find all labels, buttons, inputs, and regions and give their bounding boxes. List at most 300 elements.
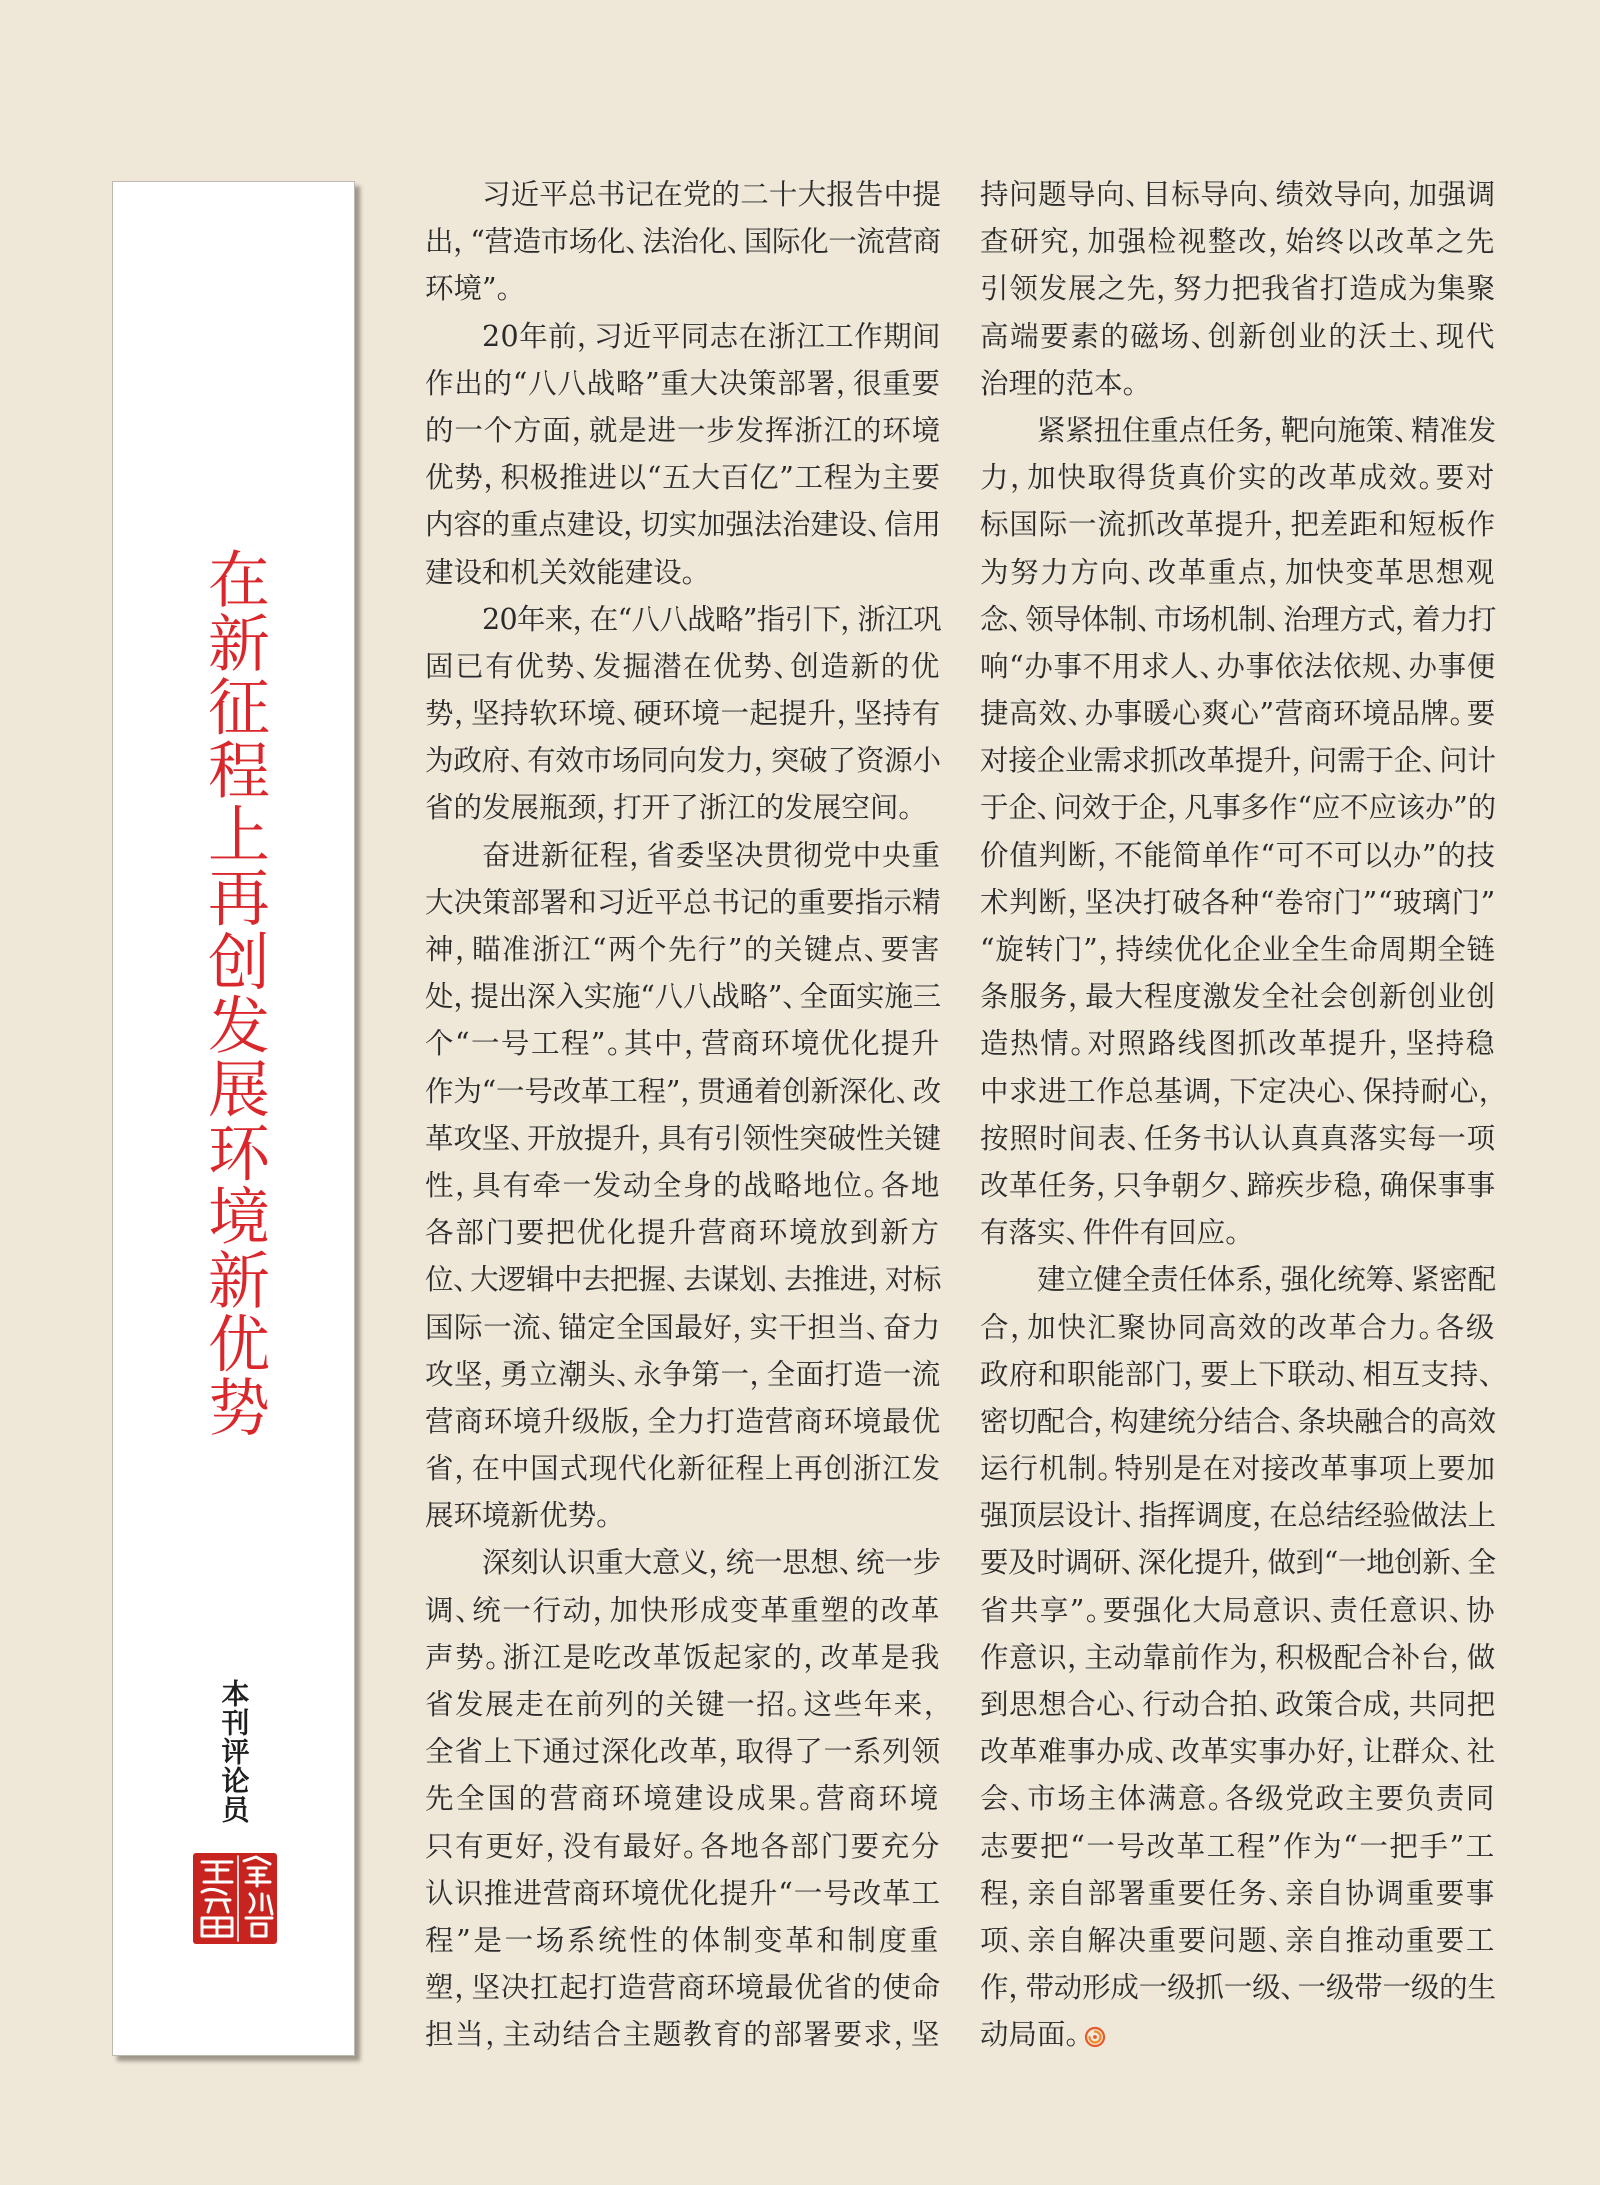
text-line bbox=[425, 1068, 941, 1115]
punctuation: 。 bbox=[496, 272, 514, 306]
text-line-content: 展环境新优势。 bbox=[425, 1499, 614, 1533]
text-line-content: 调、统一行动，加快形成变革重塑的改革 bbox=[425, 1593, 941, 1627]
text-line bbox=[425, 1304, 941, 1351]
punctuation: 。 bbox=[863, 1168, 881, 1202]
text-line bbox=[425, 218, 941, 265]
punctuation: 、 bbox=[1449, 1735, 1467, 1769]
punctuation: ， bbox=[1166, 791, 1185, 825]
text-line-content: 位、大逻辑中去把握、去谋划、去推进，对标 bbox=[425, 1263, 941, 1297]
text-line-content: 捷高效、办事暖心爽心”营商环境品牌。要 bbox=[980, 697, 1496, 731]
text-line-content: 为努力方向、改革重点，加快变革思想观 bbox=[980, 555, 1496, 589]
text-line-content: 革攻坚、开放提升，具有引领性突破性关键 bbox=[425, 1121, 941, 1155]
text-line bbox=[980, 596, 1496, 643]
punctuation: ， bbox=[1263, 413, 1281, 447]
punctuation: ， bbox=[1010, 1876, 1028, 1910]
text-line bbox=[425, 1539, 941, 1586]
text-line-content: 大决策部署和习近平总书记的重要指示精 bbox=[425, 885, 941, 919]
text-line bbox=[425, 973, 941, 1020]
punctuation: ， bbox=[1258, 1640, 1276, 1674]
text-line bbox=[980, 1587, 1496, 1634]
punctuation: 、 bbox=[1120, 1546, 1138, 1580]
punctuation: 、 bbox=[452, 1263, 471, 1297]
text-line bbox=[980, 218, 1496, 265]
text-line-content: 20年来，在“八八战略”指引下，浙江巩 bbox=[482, 602, 941, 636]
text-line-content: 查研究，加强检视整改，始终以改革之先 bbox=[980, 225, 1496, 259]
text-line-content: 奋进新征程，省委坚决贯彻党中央重 bbox=[482, 838, 941, 872]
text-line-content: 塑，坚决扛起打造营商环境最优省的使命 bbox=[425, 1971, 941, 2005]
punctuation: ， bbox=[453, 225, 471, 259]
text-line-content: 标国际一流抓改革提升，把差距和短板作 bbox=[980, 508, 1496, 542]
text-line-content: 省的发展瓶颈，打开了浙江的发展空间。 bbox=[425, 791, 916, 825]
punctuation: 、 bbox=[1345, 1074, 1363, 1108]
punctuation: ， bbox=[592, 1593, 610, 1627]
text-line bbox=[980, 643, 1496, 690]
text-line bbox=[425, 832, 941, 879]
text-line-content: 改革难事办成、改革实事办好，让群众、社 bbox=[980, 1735, 1496, 1769]
end-mark-icon bbox=[1084, 2015, 1106, 2037]
punctuation: ， bbox=[1345, 1735, 1363, 1769]
punctuation: 、 bbox=[1258, 1688, 1276, 1721]
punctuation: 、 bbox=[1010, 1923, 1028, 1957]
text-line-content: 密切配合，构建统分结合、条块融合的高效 bbox=[980, 1404, 1496, 1438]
punctuation: 、 bbox=[1391, 649, 1409, 683]
punctuation: ， bbox=[1067, 885, 1085, 919]
text-line-content: 对接企业需求抓改革提升，问需于企、问计 bbox=[980, 744, 1496, 778]
text-line-content: 国际一流、锚定全国最好，实干担当、奋力 bbox=[425, 1310, 941, 1344]
punctuation: 。 bbox=[1122, 366, 1140, 400]
text-line-content: 术判断，坚决打破各种“卷帘门”“玻璃门” bbox=[980, 885, 1496, 919]
text-line-content: 项、亲自解决重要问题、亲自推动重要工 bbox=[980, 1923, 1496, 1957]
punctuation: 、 bbox=[1121, 1499, 1139, 1533]
text-line-content: 先全国的营商环境建设成果。营商环境 bbox=[425, 1782, 941, 1816]
text-line-content: 固已有优势、发掘潜在优势、创造新的优 bbox=[425, 649, 941, 683]
text-line bbox=[980, 1870, 1496, 1917]
punctuation: ， bbox=[1068, 980, 1086, 1014]
punctuation: ， bbox=[1252, 1499, 1270, 1533]
text-line-content: 合，加快汇聚协同高效的改革合力。各级 bbox=[980, 1310, 1496, 1344]
text-line-content: 到思想合心、行动合拍、政策合成，共同把 bbox=[980, 1688, 1496, 1721]
text-line bbox=[980, 1634, 1496, 1681]
punctuation: ， bbox=[454, 1971, 472, 2005]
text-line bbox=[980, 2011, 1496, 2058]
punctuation: ， bbox=[1362, 1168, 1380, 1202]
punctuation: ， bbox=[718, 1735, 736, 1769]
punctuation: ， bbox=[1010, 1310, 1028, 1344]
punctuation: ， bbox=[1268, 225, 1286, 259]
text-line-content: 内容的重点建设，切实加强法治建设、信用 bbox=[425, 508, 941, 542]
punctuation: 。 bbox=[1418, 461, 1436, 495]
text-line-content: 程”是一场系统性的体制变革和制度重 bbox=[425, 1923, 941, 1957]
column-left bbox=[425, 171, 941, 2059]
punctuation: ， bbox=[749, 1357, 767, 1391]
text-line bbox=[425, 1398, 941, 1445]
text-line-content: 建设和机关效能建设。 bbox=[425, 555, 699, 589]
punctuation: 。 bbox=[1207, 1782, 1225, 1816]
text-line-content: 要及时调研、深化提升，做到“一地创新、全 bbox=[980, 1546, 1496, 1580]
punctuation: 、 bbox=[1136, 602, 1155, 636]
punctuation: ， bbox=[572, 602, 590, 636]
text-line bbox=[425, 1209, 941, 1256]
punctuation: 、 bbox=[1345, 1357, 1363, 1391]
punctuation: ， bbox=[483, 1357, 501, 1391]
punctuation: 、 bbox=[766, 1263, 784, 1297]
punctuation: ， bbox=[1391, 1688, 1409, 1721]
punctuation: ， bbox=[455, 1168, 473, 1202]
punctuation: 。 bbox=[681, 555, 699, 589]
punctuation: 、 bbox=[616, 697, 634, 731]
text-line-content: 价值判断，不能简单作“可不可以办”的技 bbox=[980, 838, 1496, 872]
punctuation: ， bbox=[732, 1310, 750, 1344]
text-line-content: 按照时间表、任务书认认真真落实每一项 bbox=[980, 1121, 1496, 1155]
text-line-content: 作，带动形成一级抓一级、一级带一级的生 bbox=[980, 1971, 1496, 2005]
text-line-content: “旋转门”，持续优化企业全生命周期全链 bbox=[980, 933, 1496, 966]
text-line bbox=[425, 1917, 941, 1964]
punctuation: 、 bbox=[575, 649, 593, 683]
text-line bbox=[425, 1870, 941, 1917]
punctuation: 。 bbox=[1097, 1452, 1115, 1486]
punctuation: ， bbox=[893, 2018, 911, 2052]
text-line bbox=[980, 1304, 1496, 1351]
punctuation: ， bbox=[1156, 272, 1174, 306]
punctuation: 、 bbox=[1268, 1923, 1286, 1957]
text-line bbox=[980, 313, 1496, 360]
text-line bbox=[980, 1398, 1496, 1445]
text-line bbox=[980, 360, 1496, 407]
byline: 本刊评论员 bbox=[217, 1679, 251, 1824]
punctuation: 、 bbox=[1280, 1971, 1298, 2005]
text-line-content: 担当，主动结合主题教育的部署要求，坚 bbox=[425, 2018, 941, 2052]
text-line bbox=[980, 1492, 1496, 1539]
text-line-content: 政府和职能部门，要上下联动、相互支持、 bbox=[980, 1357, 1496, 1391]
punctuation: 。 bbox=[682, 1829, 701, 1863]
punctuation: 、 bbox=[838, 1546, 856, 1580]
text-line bbox=[980, 1068, 1496, 1115]
text-line bbox=[425, 1634, 941, 1681]
punctuation: ， bbox=[708, 1546, 726, 1580]
text-line bbox=[425, 1681, 941, 1728]
punctuation: ， bbox=[596, 791, 614, 825]
text-line-content: 20年前，习近平同志在浙江工作期间 bbox=[482, 319, 941, 353]
text-line bbox=[425, 407, 941, 454]
paragraph bbox=[425, 1539, 941, 2058]
punctuation: 、 bbox=[782, 980, 800, 1014]
punctuation: ， bbox=[1273, 508, 1291, 542]
punctuation: 。 bbox=[1418, 1310, 1436, 1344]
punctuation: 。 bbox=[1070, 1027, 1088, 1061]
text-line bbox=[980, 1115, 1496, 1162]
text-line bbox=[425, 171, 941, 218]
punctuation: ， bbox=[1388, 1027, 1406, 1061]
text-line bbox=[425, 360, 941, 407]
punctuation: ， bbox=[840, 602, 858, 636]
text-line-content: 作意识，主动靠前作为，积极配合补台，做 bbox=[980, 1640, 1496, 1674]
text-line-content: 作为“一号改革工程”，贯通着创新深化、改 bbox=[425, 1074, 941, 1108]
punctuation: 。 bbox=[799, 1782, 817, 1816]
text-line bbox=[425, 1823, 941, 1870]
punctuation: ， bbox=[1093, 1404, 1111, 1438]
text-line bbox=[980, 1775, 1496, 1822]
punctuation: 、 bbox=[726, 225, 744, 259]
title-panel bbox=[112, 181, 355, 2056]
punctuation: 、 bbox=[865, 1310, 883, 1344]
text-line-content: 治理的范本。 bbox=[980, 366, 1140, 400]
text-line-content: 深刻认识重大意义，统一思想、统一步 bbox=[482, 1546, 941, 1580]
text-line-content: 全省上下通过深化改革，取得了一系列领 bbox=[425, 1735, 941, 1769]
text-line-content: 只有更好，没有最好。各地各部门要充分 bbox=[425, 1829, 941, 1863]
text-line bbox=[425, 784, 941, 831]
punctuation: ， bbox=[640, 1121, 658, 1155]
text-line bbox=[980, 1539, 1496, 1586]
punctuation: ， bbox=[1449, 1640, 1467, 1674]
punctuation: 、 bbox=[455, 1593, 473, 1627]
text-line-content: 出，“营造市场化、法治化、国际化一流营商 bbox=[425, 225, 941, 259]
text-line bbox=[980, 1445, 1496, 1492]
text-line-content: 认识推进营商环境优化提升“一号改革工 bbox=[425, 1876, 941, 1910]
text-line bbox=[980, 879, 1496, 926]
punctuation: ， bbox=[1096, 1168, 1114, 1202]
punctuation: ， bbox=[683, 1027, 702, 1061]
text-line bbox=[425, 313, 941, 360]
text-line bbox=[980, 1020, 1496, 1067]
text-line-content: 作出的“八八战略”重大决策部署，很重要 bbox=[425, 366, 941, 400]
text-line-content: 环境”。 bbox=[425, 272, 514, 306]
punctuation: 。 bbox=[1065, 2018, 1083, 2052]
punctuation: 、 bbox=[1125, 1688, 1143, 1721]
punctuation: 、 bbox=[895, 1074, 913, 1108]
punctuation: ， bbox=[1008, 1971, 1026, 2005]
text-line bbox=[980, 973, 1496, 1020]
punctuation: 、 bbox=[1199, 649, 1217, 683]
paragraph bbox=[425, 171, 941, 313]
punctuation: ， bbox=[545, 1829, 563, 1863]
punctuation: ， bbox=[453, 980, 471, 1014]
punctuation: ， bbox=[923, 1688, 941, 1721]
punctuation: ， bbox=[623, 508, 641, 542]
punctuation: ， bbox=[1394, 602, 1413, 636]
text-line bbox=[980, 1964, 1496, 2011]
column-right bbox=[980, 171, 1496, 2059]
punctuation: 、 bbox=[616, 1357, 634, 1391]
text-line bbox=[425, 1445, 941, 1492]
text-line-content: 条服务，最大程度激发全社会创新创业创 bbox=[980, 980, 1496, 1014]
paragraph bbox=[425, 313, 941, 596]
punctuation: ， bbox=[1098, 933, 1116, 966]
text-line bbox=[980, 926, 1496, 973]
text-line-content: 造热情。对照路线图抓改革提升，坚持稳 bbox=[980, 1027, 1496, 1061]
punctuation: 、 bbox=[541, 1310, 559, 1344]
punctuation: 、 bbox=[867, 508, 885, 542]
text-line bbox=[980, 1681, 1496, 1728]
punctuation: ， bbox=[483, 461, 501, 495]
text-line-content: 动局面。 bbox=[980, 2018, 1106, 2051]
punctuation: ， bbox=[1250, 1546, 1268, 1580]
punctuation: 。 bbox=[606, 1027, 625, 1061]
paragraph bbox=[980, 171, 1496, 407]
text-line-content: 省共享”。要强化大局意识、责任意识、协 bbox=[980, 1593, 1496, 1627]
text-line-content: 响“办事不用求人、办事依法依规、办事便 bbox=[980, 649, 1496, 683]
punctuation: ， bbox=[1263, 1263, 1281, 1297]
punctuation: 、 bbox=[1065, 1216, 1083, 1250]
punctuation: ， bbox=[454, 933, 473, 966]
text-line bbox=[980, 784, 1496, 831]
text-line-content: 营商环境升级版，全力打造营商环境最优 bbox=[425, 1404, 941, 1438]
text-line-content: 声势。浙江是吃改革饭起家的，改革是我 bbox=[425, 1640, 941, 1674]
text-line-content: 性，具有牵一发动全身的战略地位。各地 bbox=[425, 1168, 941, 1202]
punctuation: ， bbox=[1268, 555, 1286, 589]
punctuation: ， bbox=[867, 1263, 885, 1297]
punctuation: 。 bbox=[786, 1688, 804, 1721]
text-line bbox=[980, 549, 1496, 596]
text-line-content: 志要把“一号改革工程”作为“一把手”工 bbox=[980, 1829, 1496, 1863]
text-line-content: 改革任务，只争朝夕、蹄疾步稳，确保事事 bbox=[980, 1168, 1496, 1202]
text-line-content: 念、领导体制、市场机制、治理方式，着力打 bbox=[980, 602, 1496, 636]
text-line-content: 攻坚，勇立潮头、永争第一，全面打造一流 bbox=[425, 1357, 941, 1391]
text-line-content: 个“一号工程”。其中，营商环境优化提升 bbox=[425, 1027, 941, 1061]
text-line bbox=[425, 1587, 941, 1634]
paragraph bbox=[980, 1256, 1496, 2058]
text-line-content: 于企、问效于企，凡事多作“应不应该办”的 bbox=[980, 791, 1496, 825]
punctuation: 、 bbox=[1268, 1876, 1286, 1910]
text-line bbox=[980, 454, 1496, 501]
text-line bbox=[425, 1351, 941, 1398]
text-line-content: 优势，积极推进以“五大百亿”工程为主要 bbox=[425, 461, 941, 495]
punctuation: ， bbox=[836, 697, 854, 731]
text-line bbox=[425, 2011, 941, 2058]
punctuation: 。 bbox=[1449, 697, 1467, 731]
punctuation: 、 bbox=[1010, 1782, 1028, 1816]
punctuation: ， bbox=[1391, 178, 1409, 211]
punctuation: 、 bbox=[1422, 744, 1440, 778]
text-line bbox=[980, 690, 1496, 737]
text-line-content: 中求进工作总基调，下定决心、保持耐心， bbox=[980, 1074, 1496, 1108]
article-title: 在新征程上再创发展环境新优势 bbox=[197, 547, 271, 1439]
text-line-content: 省发展走在前列的关键一招。这些年来， bbox=[425, 1688, 941, 1721]
text-line bbox=[980, 1351, 1496, 1398]
punctuation: 、 bbox=[1036, 791, 1054, 825]
punctuation: ， bbox=[630, 1404, 648, 1438]
punctuation: 、 bbox=[1125, 178, 1143, 211]
text-line bbox=[425, 1162, 941, 1209]
text-line-content: 省，在中国式现代化新征程上再创浙江发 bbox=[425, 1452, 941, 1486]
punctuation: 、 bbox=[863, 933, 881, 966]
text-line-content: 有落实、件件有回应。 bbox=[980, 1216, 1243, 1250]
punctuation: 、 bbox=[1312, 1593, 1330, 1627]
text-line-content: 的一个方面，就是进一步发挥浙江的环境 bbox=[425, 413, 941, 447]
text-line-content: 强顶层设计、指挥调度，在总结经验做法上 bbox=[980, 1499, 1496, 1533]
text-line bbox=[425, 879, 941, 926]
text-line-content: 高端要素的磁场、创新创业的沃土、现代 bbox=[980, 319, 1496, 353]
paragraph bbox=[425, 596, 941, 832]
punctuation: 。 bbox=[596, 1499, 614, 1533]
text-line bbox=[425, 926, 941, 973]
punctuation: 、 bbox=[1190, 319, 1208, 353]
seal-stamp bbox=[192, 1852, 278, 1945]
punctuation: ， bbox=[680, 1074, 698, 1108]
text-line bbox=[425, 1775, 941, 1822]
text-line-content: 习近平总书记在党的二十大报告中提 bbox=[482, 178, 941, 211]
text-line-content: 势，坚持软环境、硬环境一起提升，坚持有 bbox=[425, 697, 941, 731]
text-line-content: 程，亲自部署重要任务、亲自协调重要事 bbox=[980, 1876, 1496, 1910]
punctuation: ， bbox=[1291, 744, 1309, 778]
text-line bbox=[980, 737, 1496, 784]
text-line-content: 引领发展之先，努力把我省打造成为集聚 bbox=[980, 272, 1496, 306]
text-line bbox=[425, 1964, 941, 2011]
punctuation: ， bbox=[576, 319, 595, 353]
punctuation: 、 bbox=[1393, 413, 1411, 447]
text-line bbox=[425, 690, 941, 737]
text-line bbox=[425, 1728, 941, 1775]
punctuation: ， bbox=[454, 1452, 472, 1486]
punctuation: ， bbox=[629, 838, 647, 872]
punctuation: ， bbox=[835, 366, 854, 400]
text-line bbox=[980, 1917, 1496, 1964]
text-line-content: 建立健全责任体系，强化统筹、紧密配 bbox=[1037, 1263, 1496, 1297]
punctuation: 。 bbox=[1225, 1216, 1243, 1250]
text-line bbox=[980, 265, 1496, 312]
text-line-content: 运行机制。特别是在对接改革事项上要加 bbox=[980, 1452, 1496, 1486]
punctuation: ， bbox=[571, 413, 589, 447]
text-line bbox=[425, 501, 941, 548]
punctuation: ， bbox=[1070, 225, 1088, 259]
text-line-content: 会、市场主体满意。各级党政主要负责同 bbox=[980, 1782, 1496, 1816]
paragraph bbox=[425, 832, 941, 1540]
punctuation: 、 bbox=[1067, 697, 1085, 731]
punctuation: 、 bbox=[625, 225, 643, 259]
text-line bbox=[980, 1256, 1496, 1303]
seal-stamp-graphic bbox=[192, 1852, 278, 1945]
punctuation: 、 bbox=[1450, 1546, 1468, 1580]
text-line bbox=[980, 407, 1496, 454]
text-line bbox=[980, 1209, 1496, 1256]
punctuation: ， bbox=[1067, 1640, 1085, 1674]
text-line bbox=[980, 1823, 1496, 1870]
text-line bbox=[425, 1492, 941, 1539]
text-line-content: 持问题导向、目标导向、绩效导向，加强调 bbox=[980, 178, 1496, 211]
punctuation: 、 bbox=[1130, 555, 1148, 589]
text-line bbox=[980, 1728, 1496, 1775]
paragraph bbox=[980, 407, 1496, 1256]
punctuation: 、 bbox=[1280, 1404, 1298, 1438]
text-line bbox=[425, 1115, 941, 1162]
punctuation: 、 bbox=[1154, 1735, 1172, 1769]
punctuation: 。 bbox=[485, 1640, 503, 1674]
punctuation: 、 bbox=[1265, 602, 1284, 636]
text-line-content: 力，加快取得货真价实的改革成效。要对 bbox=[980, 461, 1496, 495]
punctuation: 、 bbox=[1418, 319, 1436, 353]
text-line-content: 神，瞄准浙江“两个先行”的关键点、要害 bbox=[425, 933, 941, 966]
text-line bbox=[425, 454, 941, 501]
text-line-content: 为政府、有效市场同向发力，突破了资源小 bbox=[425, 744, 941, 778]
punctuation: 、 bbox=[509, 1121, 528, 1155]
text-line bbox=[425, 643, 941, 690]
punctuation: ， bbox=[803, 1640, 821, 1674]
text-line bbox=[980, 832, 1496, 879]
punctuation: 、 bbox=[1393, 1263, 1411, 1297]
punctuation: 、 bbox=[1478, 1357, 1496, 1391]
punctuation: 。 bbox=[1085, 1593, 1103, 1627]
punctuation: 、 bbox=[509, 744, 528, 778]
punctuation: ， bbox=[1212, 1074, 1230, 1108]
punctuation: ， bbox=[1097, 838, 1115, 872]
text-line-content: 处，提出深入实施“八八战略”、全面实施三 bbox=[425, 980, 941, 1014]
text-line bbox=[425, 1020, 941, 1067]
text-line bbox=[980, 501, 1496, 548]
text-line bbox=[980, 1162, 1496, 1209]
punctuation: 、 bbox=[1126, 1121, 1144, 1155]
text-line bbox=[980, 171, 1496, 218]
punctuation: ， bbox=[1183, 1357, 1201, 1391]
punctuation: 。 bbox=[898, 791, 916, 825]
